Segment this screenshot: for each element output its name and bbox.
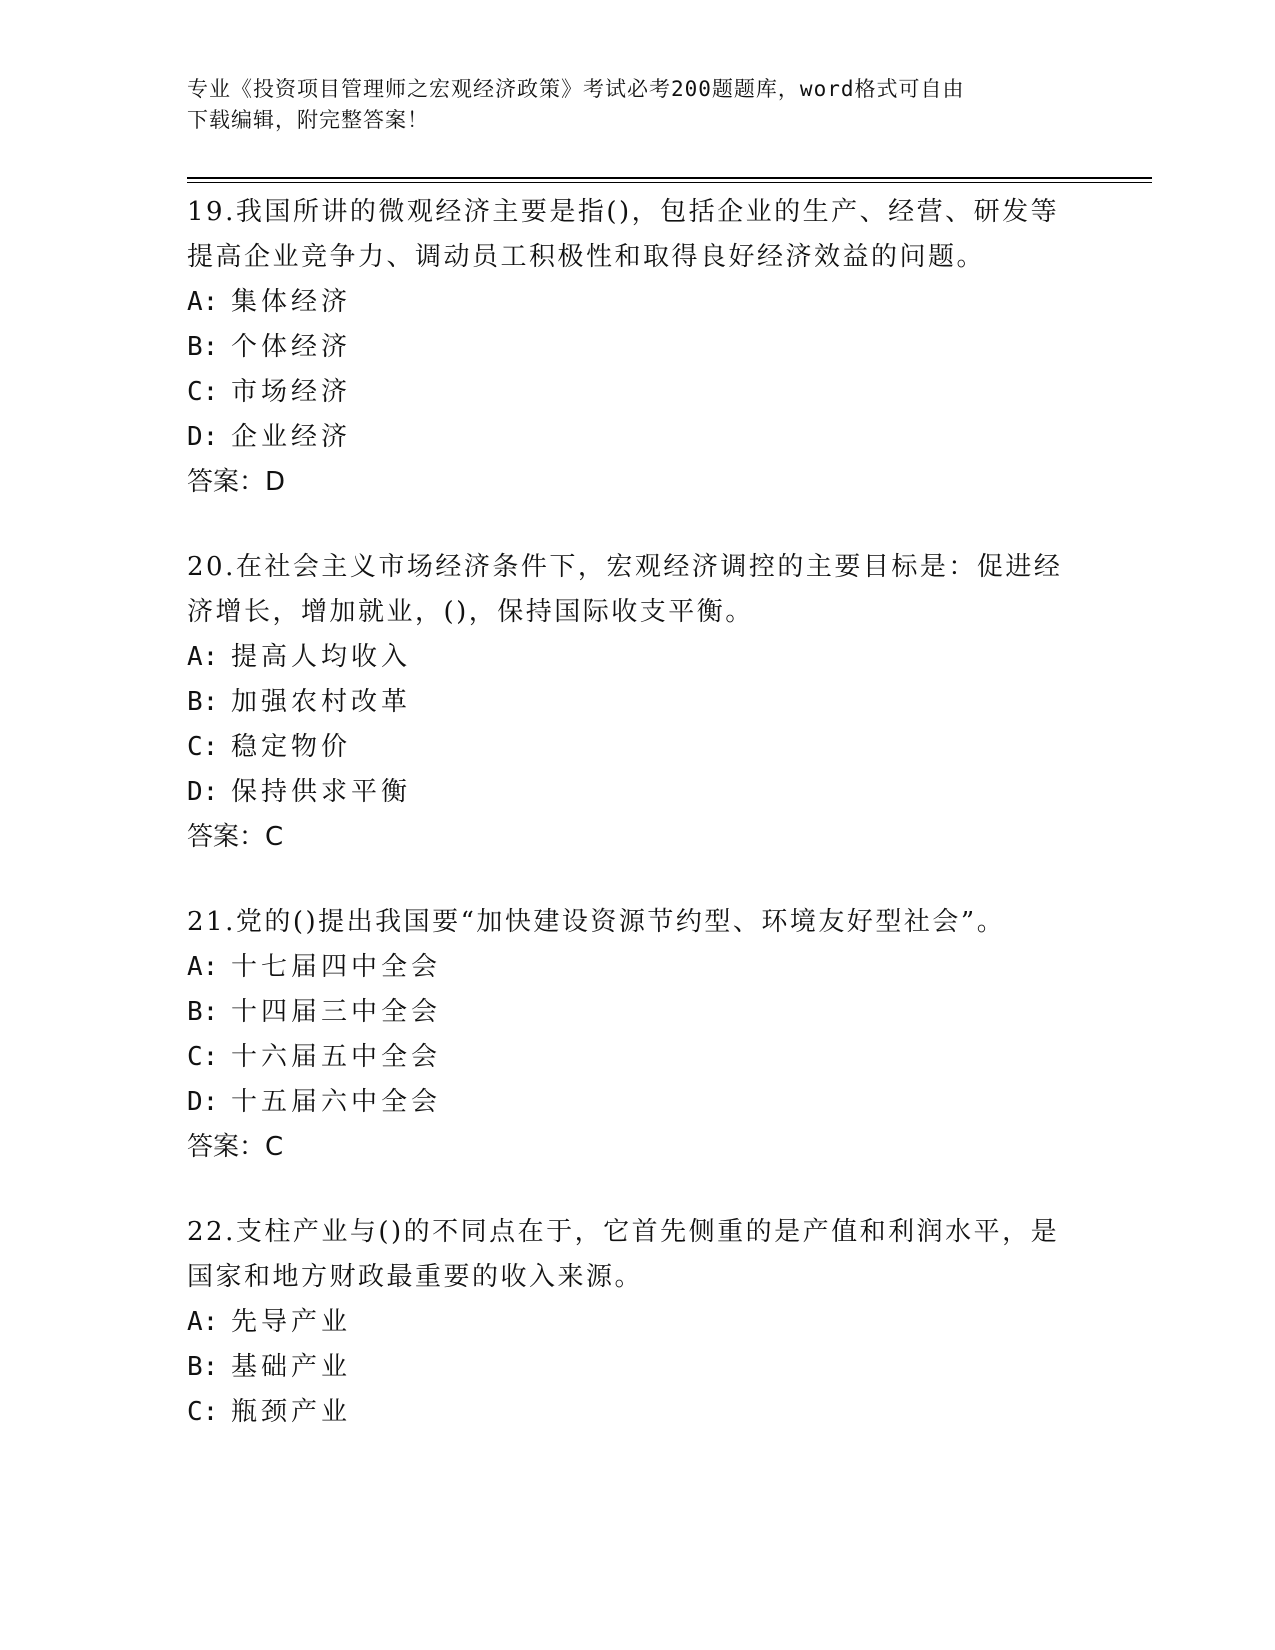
option-text: 个体经济 — [231, 332, 352, 362]
option-key: B: — [187, 997, 219, 1027]
option-text: 加强农村改革 — [231, 687, 412, 717]
option-text: 十六届五中全会 — [231, 1042, 442, 1072]
question-20 — [187, 545, 1087, 860]
option-d — [187, 1080, 1087, 1125]
answer-line: 答案：C — [187, 1132, 284, 1162]
question-stem: 21.党的()提出我国要“加快建设资源节约型、环境友好型社会”。 — [187, 907, 1006, 937]
option-key: A: — [187, 642, 219, 672]
option-d — [187, 415, 1087, 460]
option-key: A: — [187, 952, 219, 982]
option-key: C: — [187, 377, 219, 407]
question-stem: 19.我国所讲的微观经济主要是指()，包括企业的生产、经营、研发等提高企业竞争力、调动员工积极性和取得良好经济效益的问题。 — [187, 197, 1060, 272]
option-c — [187, 1035, 1087, 1080]
answer-line: 答案：D — [187, 467, 286, 497]
option-key: C: — [187, 732, 219, 762]
option-key: B: — [187, 1352, 219, 1382]
option-text: 十七届四中全会 — [231, 952, 442, 982]
option-a — [187, 945, 1087, 990]
question-21 — [187, 900, 1087, 1170]
option-text: 企业经济 — [231, 422, 352, 452]
option-key: B: — [187, 332, 219, 362]
option-text: 先导产业 — [231, 1307, 352, 1337]
option-text: 集体经济 — [231, 287, 352, 317]
option-b — [187, 990, 1087, 1035]
answer-line: 答案：C — [187, 822, 284, 852]
option-text: 瓶颈产业 — [231, 1397, 352, 1427]
option-text: 十五届六中全会 — [231, 1087, 442, 1117]
option-text: 市场经济 — [231, 377, 352, 407]
option-a — [187, 1300, 1087, 1345]
option-b — [187, 325, 1087, 370]
option-text: 稳定物价 — [231, 732, 352, 762]
document-header — [187, 74, 1067, 136]
question-22 — [187, 1210, 1087, 1435]
option-key: D: — [187, 1087, 219, 1117]
option-c — [187, 725, 1087, 770]
header-line-1: 专业《投资项目管理师之宏观经济政策》考试必考200题题库，word格式可自由 — [187, 77, 965, 101]
question-list — [187, 190, 1087, 1475]
question-stem: 22.支柱产业与()的不同点在于，它首先侧重的是产值和利润水平，是国家和地方财政最重要的收入来源。 — [187, 1217, 1060, 1292]
header-divider-thin — [187, 182, 1152, 183]
question-19 — [187, 190, 1087, 505]
option-text: 保持供求平衡 — [231, 777, 412, 807]
option-text: 十四届三中全会 — [231, 997, 442, 1027]
header-line-2: 下载编辑，附完整答案！ — [187, 108, 429, 132]
option-key: C: — [187, 1042, 219, 1072]
option-d — [187, 770, 1087, 815]
option-b — [187, 680, 1087, 725]
option-a — [187, 635, 1087, 680]
option-text: 基础产业 — [231, 1352, 352, 1382]
option-key: A: — [187, 1307, 219, 1337]
question-stem: 20.在社会主义市场经济条件下，宏观经济调控的主要目标是：促进经济增长，增加就业，()，保持国际收支平衡。 — [187, 552, 1063, 627]
option-key: D: — [187, 777, 219, 807]
option-key: C: — [187, 1397, 219, 1427]
header-divider-thick — [187, 177, 1152, 179]
option-key: B: — [187, 687, 219, 717]
option-b — [187, 1345, 1087, 1390]
option-a — [187, 280, 1087, 325]
option-key: D: — [187, 422, 219, 452]
option-key: A: — [187, 287, 219, 317]
option-c — [187, 1390, 1087, 1435]
option-c — [187, 370, 1087, 415]
option-text: 提高人均收入 — [231, 642, 412, 672]
